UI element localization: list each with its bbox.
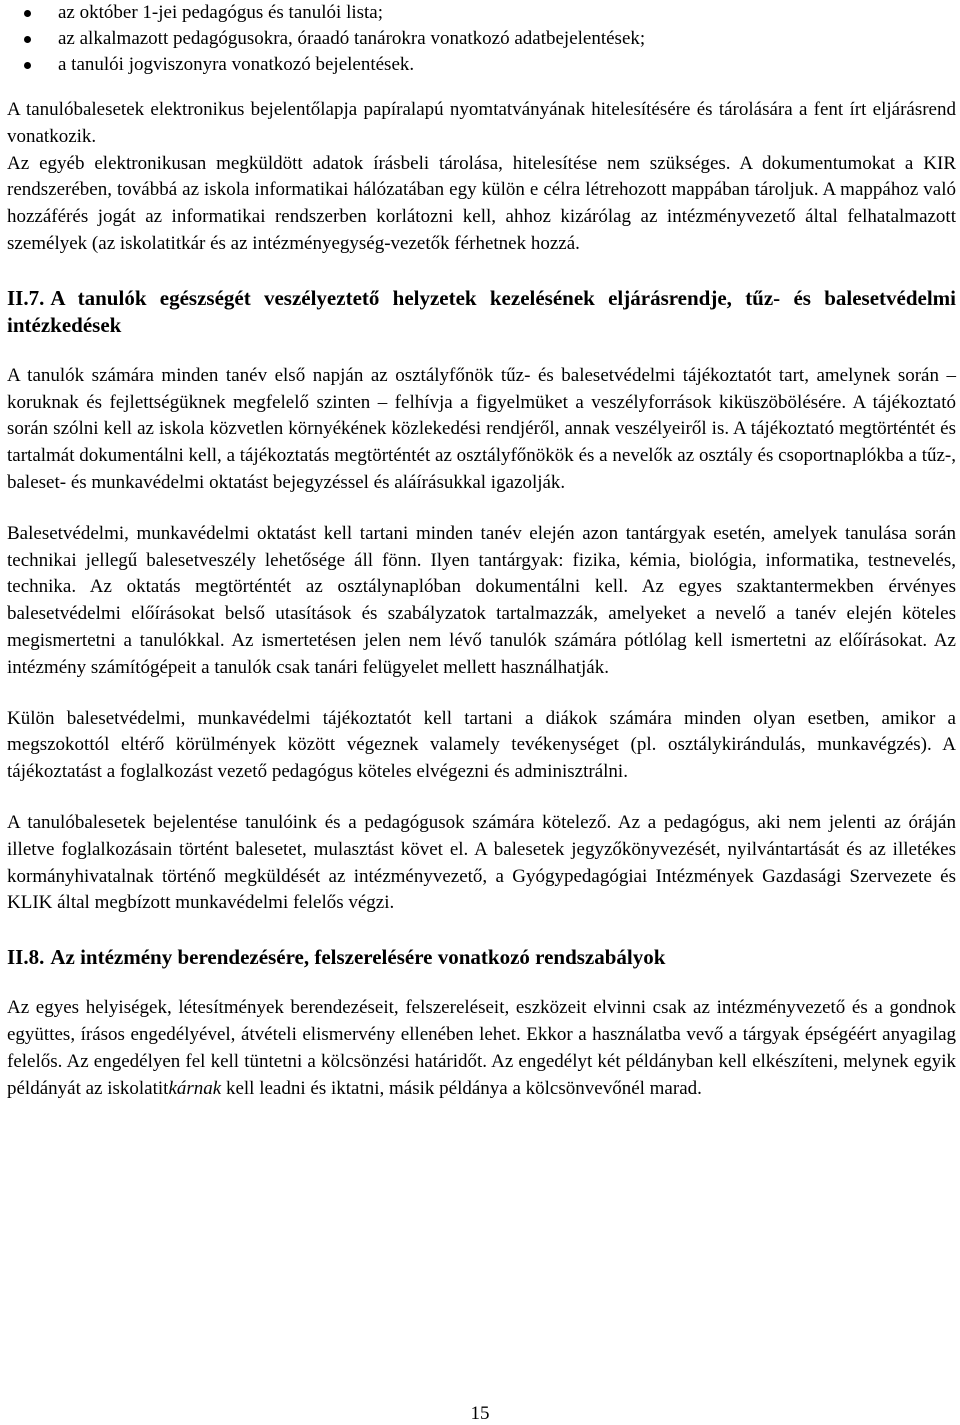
paragraph-balesetvedelmi-oktatas: Balesetvédelmi, munkavédelmi oktatást kell tartani minden tanév elején azon tantárgyak esetén, amelyek tanulása során technikai jellegű balesetveszély lehetősége áll fönn. Ilyen tantárgyak: fizika, kémia, biológia, informatika, testnevelés, technika. Az oktatás megtörténtét az osztálynaplóban dokumentálni kell. Az egyes szaktantermekben érvényes balesetvédelmi előírásokat belső utasítások és szabályzatok tartalmazzák, amelyeket a nevelő a tanév elején köteles megismertetni a tanulókkal. Az ismertetésen jelen nem lévő tanulók számára pótlólag kell ismertetni az előírásokat. Az intézmény számítógépeit a tanulók csak tanári felügyelet mellett használhatják.	[7, 522, 956, 678]
section-heading-ii7	[7, 285, 956, 339]
paragraph-berendezesek-elvitele	[7, 995, 956, 1102]
bullet-item-text: az október 1-jei pedagógus és tanulói lista;	[58, 2, 384, 23]
italic-text: kárnak	[168, 1077, 222, 1099]
paragraph-tanulobalesetek-bejelentese: A tanulóbalesetek bejelentése tanulóink és a pedagógusok számára kötelező. Az a pedagógus, aki nem jelenti az óráján illetve foglalkozásain történt balesetet, mulasztást követ el. A balesetek jegyzőkönyvezését, nyilvántartását és az illetékes kormányhivatalnak történő megküldését az intézményvezető, a Gyógypedagógiai Intézmények Gazdasági Szervezete és KLIK által megbízott munkavédelmi felelős végzi.	[7, 811, 956, 914]
bullet-dot-icon	[24, 10, 31, 17]
bullet-dot-icon	[24, 62, 31, 69]
bullet-list	[7, 0, 956, 78]
paragraph-bejelentolap: A tanulóbalesetek elektronikus bejelentőlapja papíralapú nyomtatványának hitelesítésére és tárolására a fent írt eljárásrend vonatkozik.	[7, 99, 956, 147]
bullet-dot-icon	[24, 36, 31, 43]
paragraph-text: kell leadni és iktatni, másik példánya a kölcsönvevőnél marad.	[221, 1077, 702, 1099]
paragraph-tuz-balesetvedelmi-tajekoztato: A tanulók számára minden tanév első napján az osztályfőnök tűz- és balesetvédelmi tájékoztatót tart, amelynek során – koruknak és fejlettségüknek megfelelő szinten – felhívja a figyelmüket a veszélyforrások kiküszöbölésére. A tájékoztató során szólni kell az iskola közvetlen környékének közlekedési rendjéről, annak veszélyeiről is. A tájékoztató megtörténtét és tartalmát dokumentálni kell, a tájékoztatás megtörténtét az osztályfőnökök és a nevelők az osztály és csoportnaplókba a tűz-, baleset- és munkavédelmi oktatást bejegyzéssel és aláírásukkal igazolják.	[7, 364, 956, 493]
paragraph-text: Az egyes helyiségek, létesítmények berendezéseit, felszereléseit, eszközeit elvinni csak az intézményvezető és a gondnok együttes, írásos engedélyével, átvételi elismervény ellenében lehet. Ekkor a használatba vevő a tárgyak épségéért anyagilag felelős. Az engedélyen fel kell tüntetni a kölcsönzési határidőt. Az engedélyt két példányban kell elkészíteni, melynek egyik példányát az iskolatit	[7, 997, 956, 1099]
bullet-item-text: a tanulói jogviszonyra vonatkozó bejelentések.	[58, 54, 415, 75]
section-number: II.7.	[7, 285, 45, 310]
bullet-item	[7, 26, 956, 52]
paragraph-kulon-tajekoztato: Külön balesetvédelmi, munkavédelmi tájékoztatót kell tartani a diákok számára minden olyan esetben, amikor a megszokottól eltérő körülmények között végeznek valamely tevékenységet (pl. osztálykirándulás, munkavégzés). A tájékoztatást a foglalkozást vezető pedagógus köteles elvégezni és adminisztrálni.	[7, 707, 956, 783]
paragraph-elektronikus-adatok: Az egyéb elektronikusan megküldött adatok írásbeli tárolása, hitelesítése nem szükséges. A dokumentumokat a KIR rendszerében, továbbá az iskola informatikai hálózatában egy külön e célra létrehozott mappában tároljuk. A mappához való hozzáférés jogát az informatikai rendszerben korlátozni kell, ahhoz kizárólag az intézményvezető által felhatalmazott személyek (az iskolatitkár és az intézményegység-vezetők férhetnek hozzá.	[7, 152, 956, 254]
page-number: 15	[470, 1403, 490, 1424]
section-heading-ii8	[7, 944, 956, 971]
section-number: II.8.	[7, 945, 45, 970]
bullet-item	[7, 52, 956, 78]
page-content	[7, 0, 956, 1102]
bullet-item-text: az alkalmazott pedagógusokra, óraadó tanárokra vonatkozó adatbejelentések;	[58, 28, 646, 49]
section-title: A tanulók egészségét veszélyeztető helyzetek kezelésének eljárásrendje, tűz- és balesetvédelmi intézkedések	[7, 285, 956, 337]
section-title: Az intézmény berendezésére, felszerelésére vonatkozó rendszabályok	[50, 945, 666, 970]
bullet-item	[7, 0, 956, 26]
